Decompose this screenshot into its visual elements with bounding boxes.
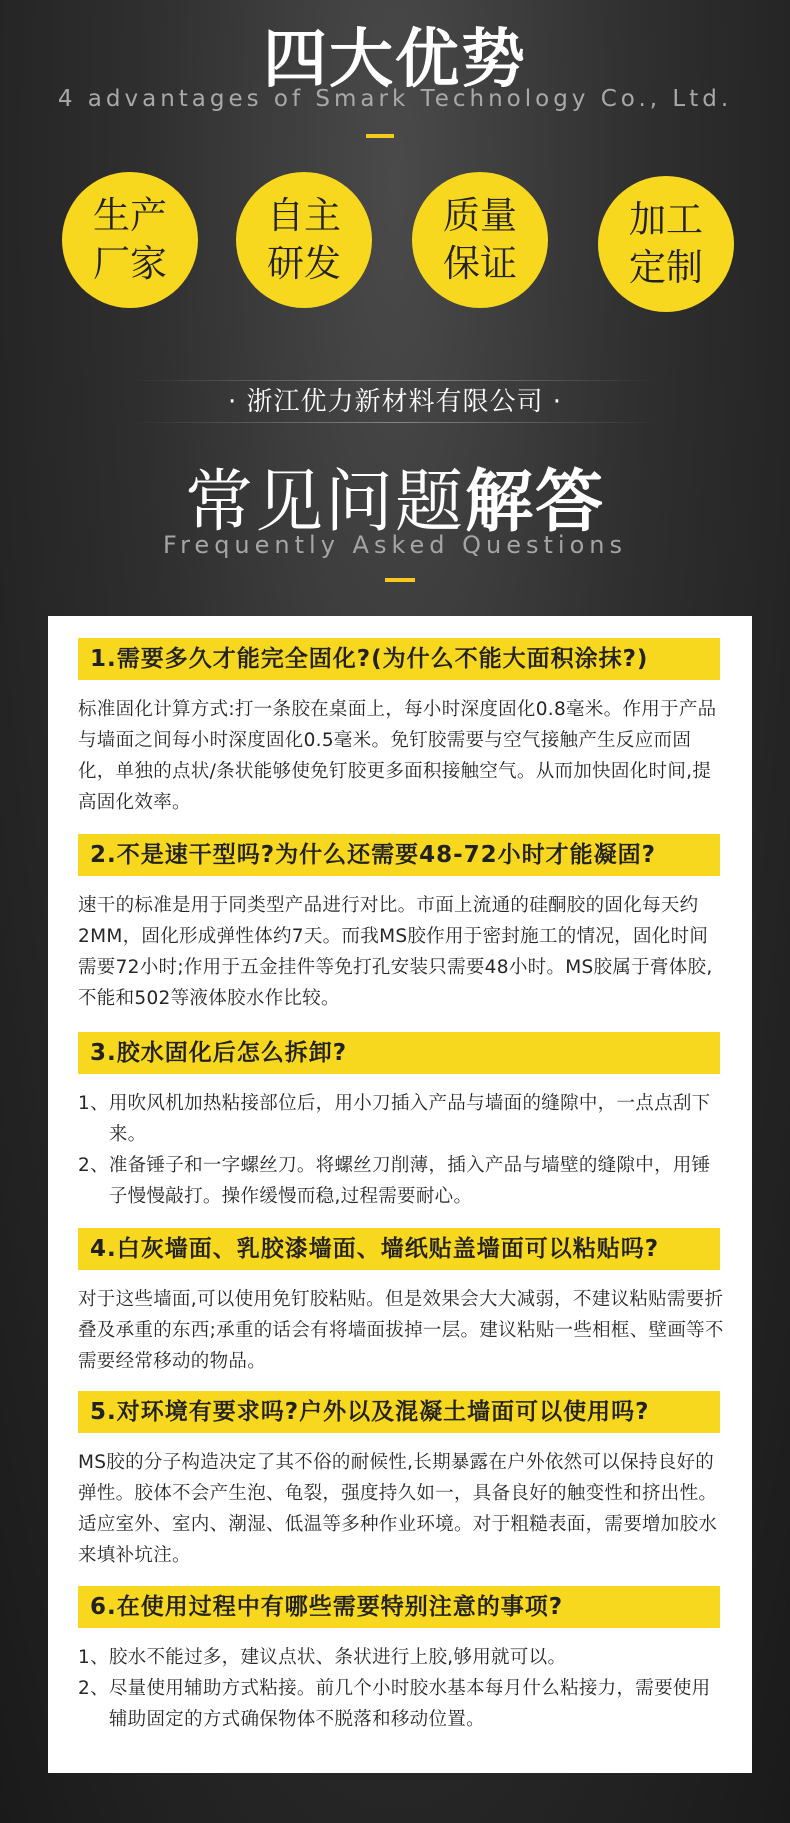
faq-answer: MS胶的分子构造决定了其不俗的耐候性,长期暴露在户外依然可以保持良好的弹性。胶体不会产生泡、龟裂，强度持久如一，具备良好的触变性和挤出性。适应室外、室内、潮湿、低温等多种作业环境。对于粗糙表面，需要增加胶水来填补坑注。	[78, 1452, 718, 1566]
faq-panel	[48, 616, 752, 1773]
faq-title-bold: 解答	[465, 463, 606, 542]
faq-accent-bar	[385, 578, 415, 582]
faq-answer: 对于这些墙面,可以使用免钉胶粘贴。但是效果会大大减弱，不建议粘贴需要折叠及承重的东西;承重的话会有将墙面拔掉一层。建议粘贴一些相框、壁画等不需要经常移动的物品。	[78, 1289, 724, 1372]
list-text: 尽量使用辅助方式粘接。前几个小时胶水基本每月什么粘接力，需要使用辅助固定的方式确保物体不脱落和移动位置。	[108, 1678, 711, 1730]
advantage-label: 加工	[629, 198, 703, 241]
list-number: 2、	[78, 1678, 109, 1699]
list-item	[78, 1642, 726, 1673]
faq-answer: 标准固化计算方式:打一条胶在桌面上，每小时深度固化0.8毫米。作用于产品与墙面之间每小时深度固化0.5毫米。免钉胶需要与空气接触产生反应而固化，单独的点状/条状能够使免钉胶更多面积接触空气。从而加快固化时间,提高固化效率。	[78, 699, 717, 813]
faq-question: 4.白灰墙面、乳胶漆墙面、墙纸贴盖墙面可以粘贴吗?	[78, 1228, 720, 1270]
advantage-badge	[598, 176, 734, 312]
faq-title-light: 常见问题	[184, 463, 465, 542]
list-number: 1、	[78, 1093, 109, 1114]
advantage-label: 质量	[443, 194, 517, 237]
header-accent-bar	[366, 134, 394, 138]
faq-subtitle: Frequently Asked Questions	[163, 531, 627, 559]
list-text: 用吹风机加热粘接部位后，用小刀插入产品与墙面的缝隙中，一点点刮下来。	[108, 1093, 711, 1145]
list-number: 2、	[78, 1155, 109, 1176]
advantage-label: 厂家	[93, 242, 167, 285]
advantages-row	[0, 172, 790, 307]
advantage-badge	[412, 172, 548, 308]
list-text: 胶水不能过多，建议点状、条状进行上胶,够用就可以。	[108, 1647, 567, 1668]
advantage-label: 研发	[267, 242, 341, 285]
faq-answer-list	[78, 1088, 726, 1212]
list-text: 准备锤子和一字螺丝刀。将螺丝刀削薄，插入产品与墙壁的缝隙中，用锤子慢慢敲打。操作缓慢而稳,过程需要耐心。	[108, 1155, 711, 1207]
faq-answer-list	[78, 1642, 726, 1735]
advantage-badge	[62, 172, 198, 308]
faq-question: 2.不是速干型吗?为什么还需要48-72小时才能凝固?	[78, 834, 720, 876]
faq-question: 6.在使用过程中有哪些需要特别注意的事项?	[78, 1586, 720, 1628]
list-number: 1、	[78, 1647, 109, 1668]
list-item	[78, 1673, 726, 1735]
company-name: · 浙江优力新材料有限公司 ·	[227, 387, 563, 417]
advantage-label: 自主	[267, 194, 341, 237]
faq-question: 5.对环境有要求吗?户外以及混凝土墙面可以使用吗?	[78, 1391, 720, 1433]
advantage-label: 生产	[93, 194, 167, 237]
list-item	[78, 1150, 726, 1212]
faq-question: 3.胶水固化后怎么拆卸?	[78, 1032, 720, 1074]
advantage-label: 保证	[443, 242, 517, 285]
list-item	[78, 1088, 726, 1150]
header-subtitle: 4 advantages of Smark Technology Co., Ltd.	[57, 86, 733, 112]
faq-question: 1.需要多久才能完全固化?(为什么不能大面积涂抹?)	[78, 638, 720, 680]
advantage-badge	[236, 172, 372, 308]
advantage-label: 定制	[629, 246, 703, 289]
faq-answer: 速干的标准是用于同类型产品进行对比。市面上流通的硅酮胶的固化每天约2MM，固化形成弹性体约7天。而我MS胶作用于密封施工的情况，固化时间需要72小时;作用于五金挂件等免打孔安装只需要48小时。MS胶属于膏体胶,不能和502等液体胶水作比较。	[78, 895, 713, 1009]
company-divider-bottom	[130, 422, 660, 423]
header-title: 四大优势	[263, 23, 527, 97]
